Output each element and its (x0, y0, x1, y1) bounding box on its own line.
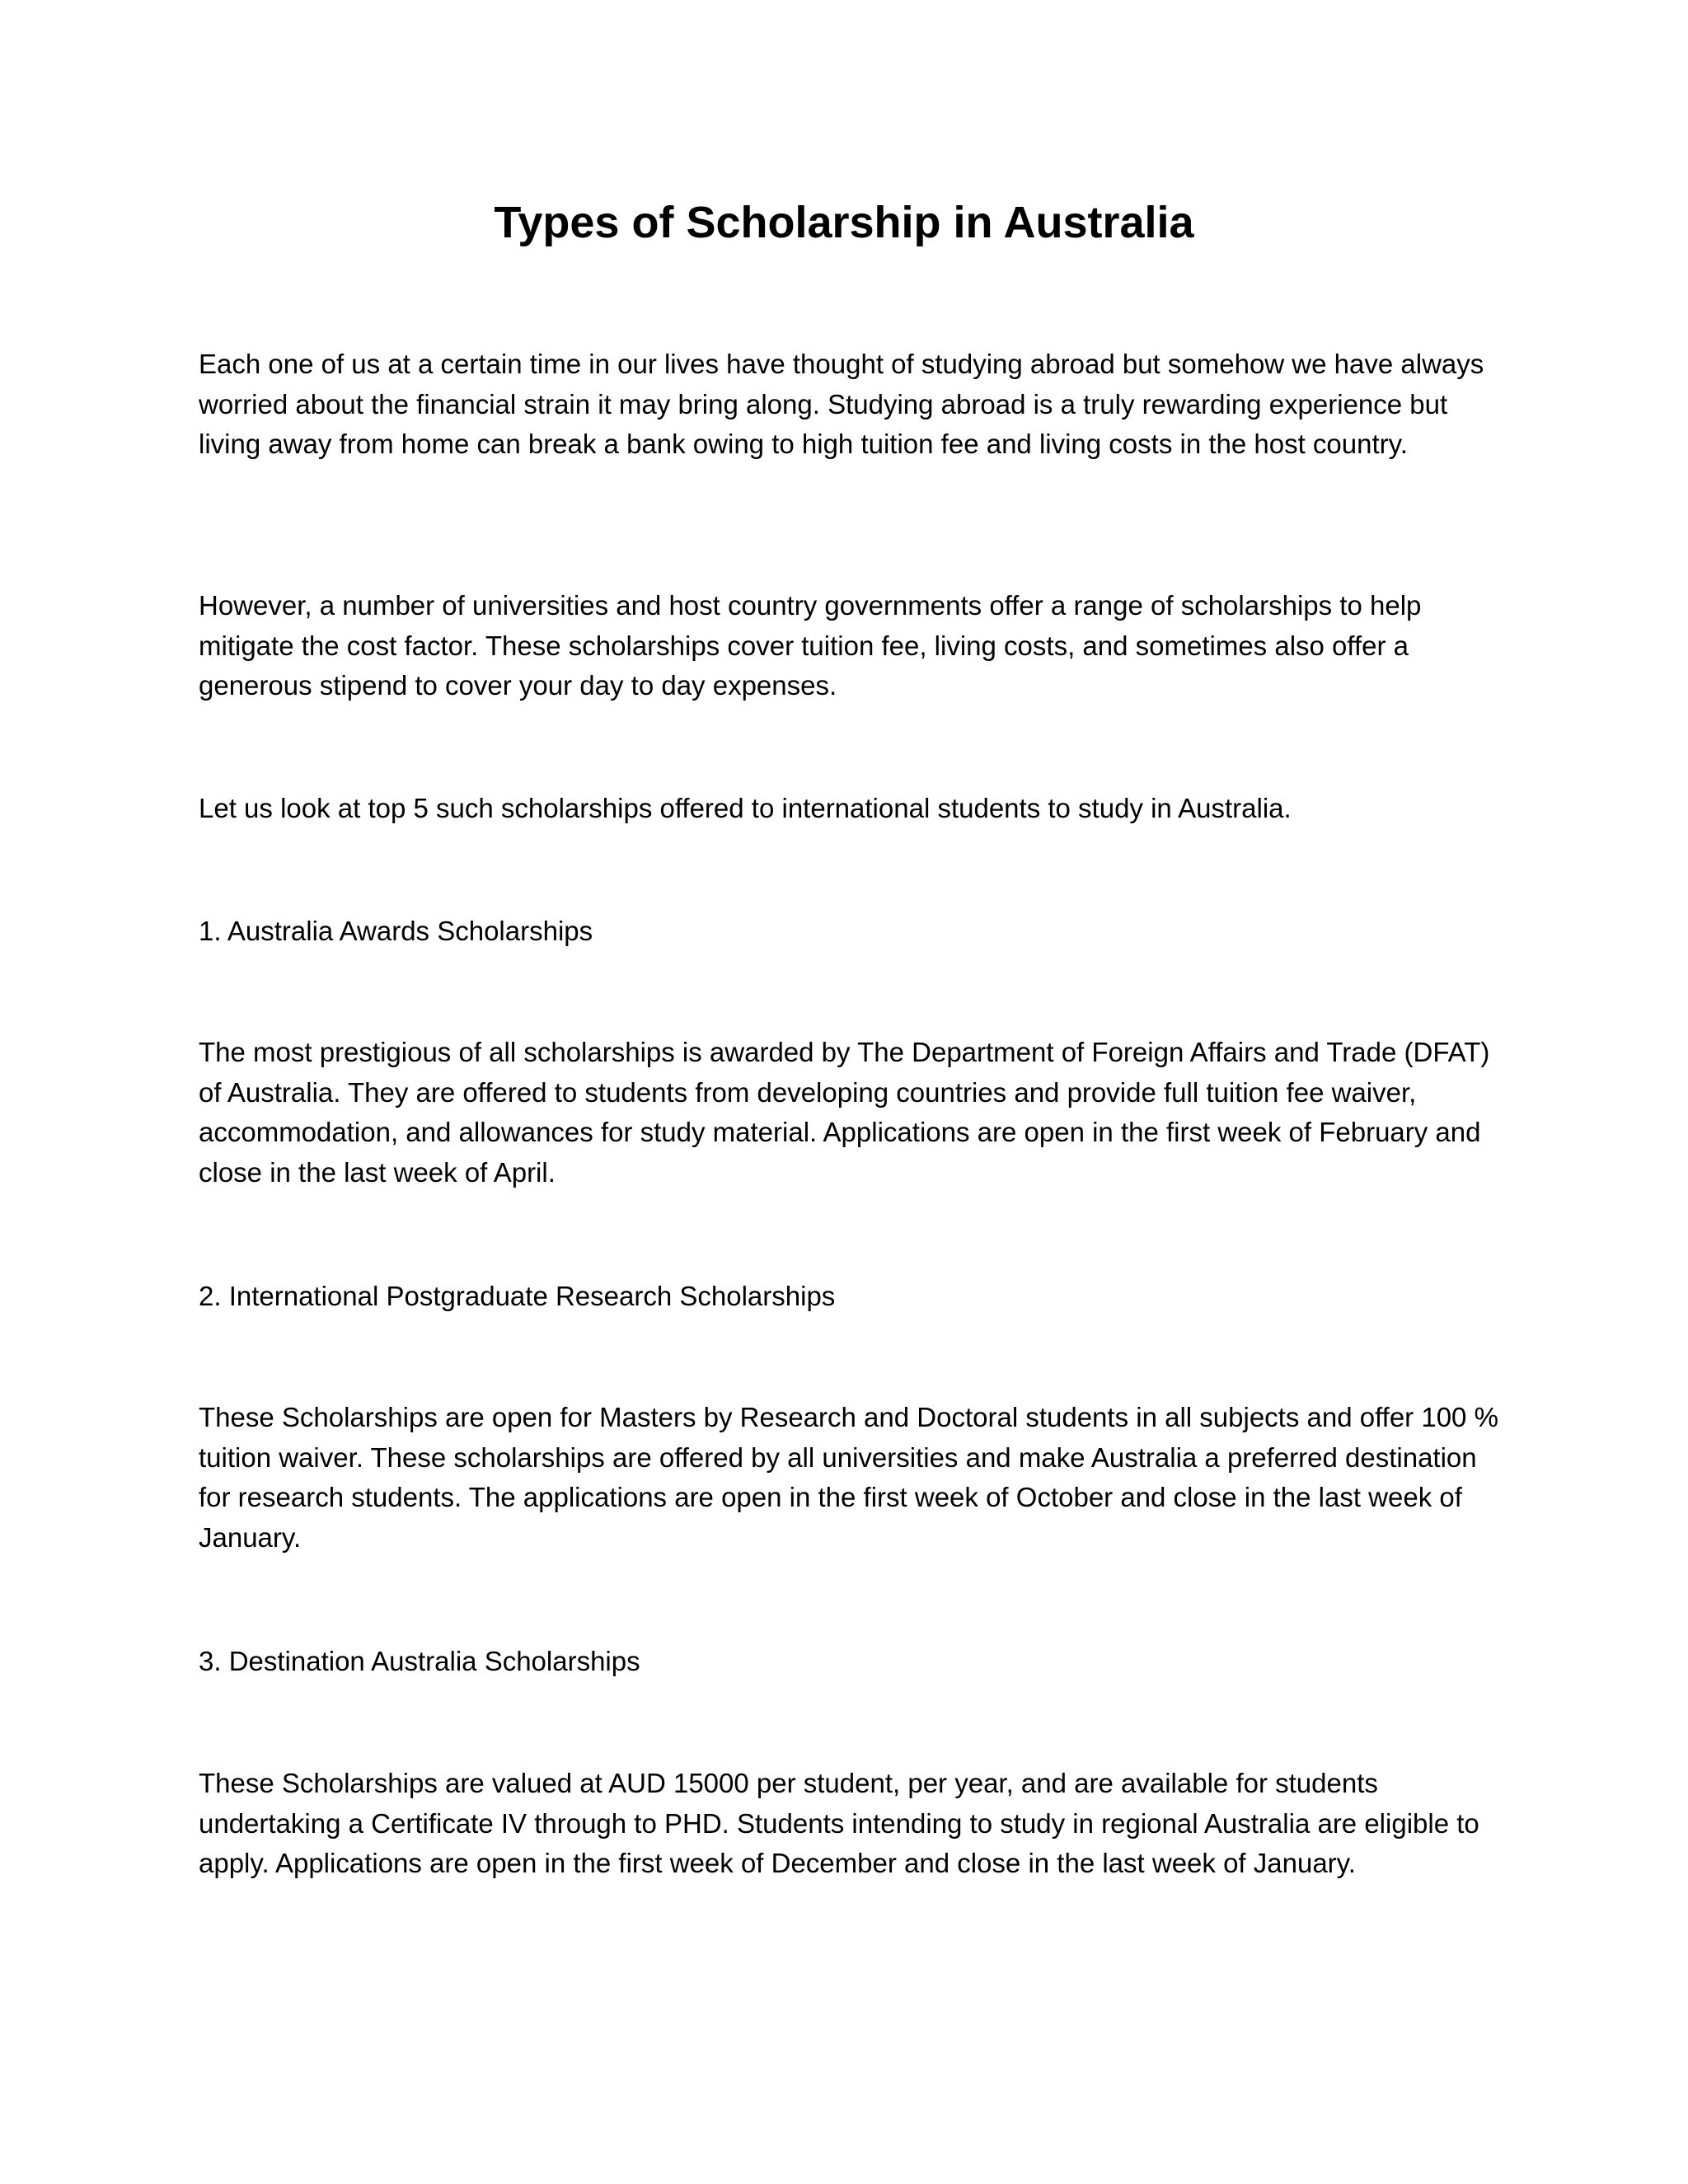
scholarship-heading-2: 2. International Postgraduate Research Scholarships (199, 1281, 836, 1311)
scholarship-heading-1: 1. Australia Awards Scholarships (199, 916, 593, 946)
scholarship-heading-3: 3. Destination Australia Scholarships (199, 1646, 640, 1676)
scholarship-description-1: The most prestigious of all scholarships is awarded by The Department of Foreign Affairs and Trade (DFAT) of Australia. They are offered to students from developing countries and provide full tuition fee waiver, accommodation, and allowances for study material. Applications are open in the first week of February and close in the last week of April. (199, 1037, 1490, 1188)
document-title: Types of Scholarship in Australia (494, 198, 1194, 247)
intro-paragraph-2: However, a number of universities and host country governments offer a range of scholarships to help mitigate the cost factor. These scholarships cover tuition fee, living costs, and sometimes also offer a generous stipend to cover your day to day expenses. (199, 590, 1422, 701)
intro-paragraph-3: Let us look at top 5 such scholarships offered to international students to study in Australia. (199, 793, 1292, 823)
scholarship-description-2: These Scholarships are open for Masters by Research and Doctoral students in all subjects and offer 100 % tuition waiver. These scholarships are offered by all universities and make Australia a preferred destination for research students. The applications are open in the first week of October and close in the last week of January. (199, 1402, 1498, 1553)
scholarship-description-3: These Scholarships are valued at AUD 15000 per student, per year, and are available for students undertaking a Certificate IV through to PHD. Students intending to study in regional Australia are eligible to apply. Applications are open in the first week of December and close in the last week of January. (199, 1768, 1479, 1878)
intro-paragraph-1: Each one of us at a certain time in our lives have thought of studying abroad but somehow we have always worried about the financial strain it may bring along. Studying abroad is a truly rewarding experience but living away from home can break a bank owing to high tuition fee and living costs in the host country. (199, 349, 1484, 459)
